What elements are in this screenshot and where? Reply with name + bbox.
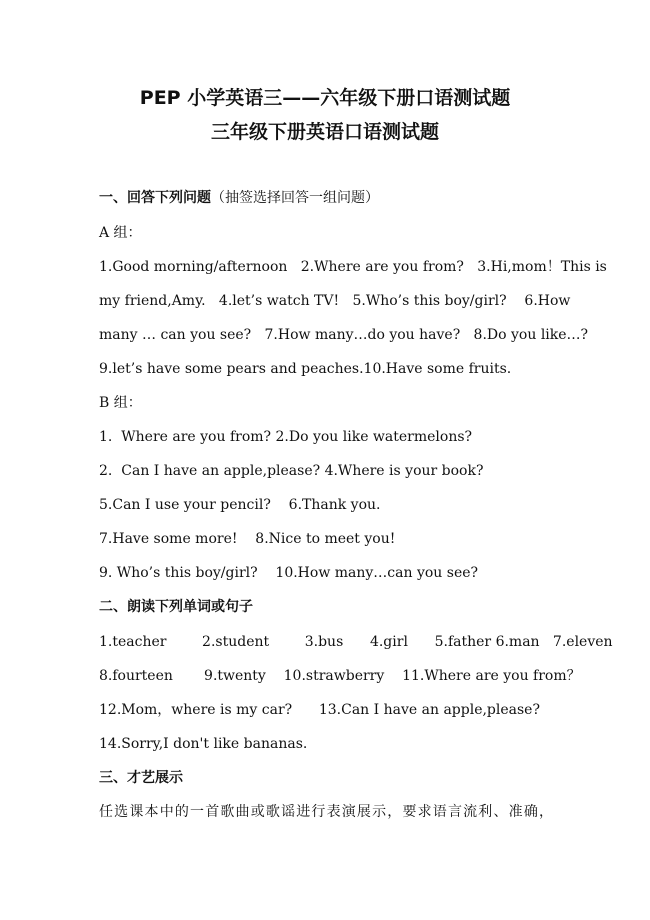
section-2-line-2: 8.fourteen 9.twenty 10.strawberry 11.Where are you from？ [99, 668, 581, 684]
group-b-line-4: 7.Have some more! 8.Nice to meet you! [99, 531, 396, 547]
group-a-line-2: my friend,Amy. 4.let’s watch TV! 5.Who’s this boy/girl? 6.How [99, 293, 571, 309]
group-a-line-1: 1.Good morning/afternoon 2.Where are you from? 3.Hi,mom！This is [99, 259, 607, 275]
section-2-line-3: 12.Mom，where is my car? 13.Can I have an apple,please? [99, 702, 540, 718]
group-a-line-4: 9.let’s have some pears and peaches.10.Have some fruits. [99, 361, 512, 377]
group-b-line-3: 5.Can I use your pencil? 6.Thank you. [99, 497, 381, 513]
group-a-line-3: many … can you see? 7.How many…do you have? 8.Do you like…? [99, 327, 589, 343]
group-b-line-2: 2. Can I have an apple,please? 4.Where is your book? [99, 463, 484, 479]
section-1-heading [99, 188, 379, 208]
document-title: PEP 小学英语三——六年级下册口语测试题 [139, 87, 511, 109]
section-2-line-4: 14.Sorry,I don't like bananas. [99, 736, 308, 752]
section-2-heading: 二、朗读下列单词或句子 [99, 599, 253, 615]
group-b-line-1: 1. Where are you from? 2.Do you like watermelons? [99, 429, 473, 445]
section-3-text: 任选课本中的一首歌曲或歌谣进行表演展示，要求语言流利、准确， [99, 804, 553, 820]
section-3-heading: 三、才艺展示 [99, 770, 183, 786]
section-2-line-1: 1.teacher 2.student 3.bus 4.girl 5.father 6.man 7.eleven [99, 634, 613, 650]
group-b-label: B 组： [99, 395, 142, 411]
group-a-label: A 组： [99, 225, 142, 241]
document-subtitle: 三年级下册英语口语测试题 [210, 121, 439, 143]
section-1-note: （抽签选择回答一组问题） [211, 190, 379, 206]
section-1-heading-text: 一、回答下列问题 [99, 190, 211, 206]
group-b-line-5: 9. Who’s this boy/girl? 10.How many…can you see? [99, 565, 479, 581]
